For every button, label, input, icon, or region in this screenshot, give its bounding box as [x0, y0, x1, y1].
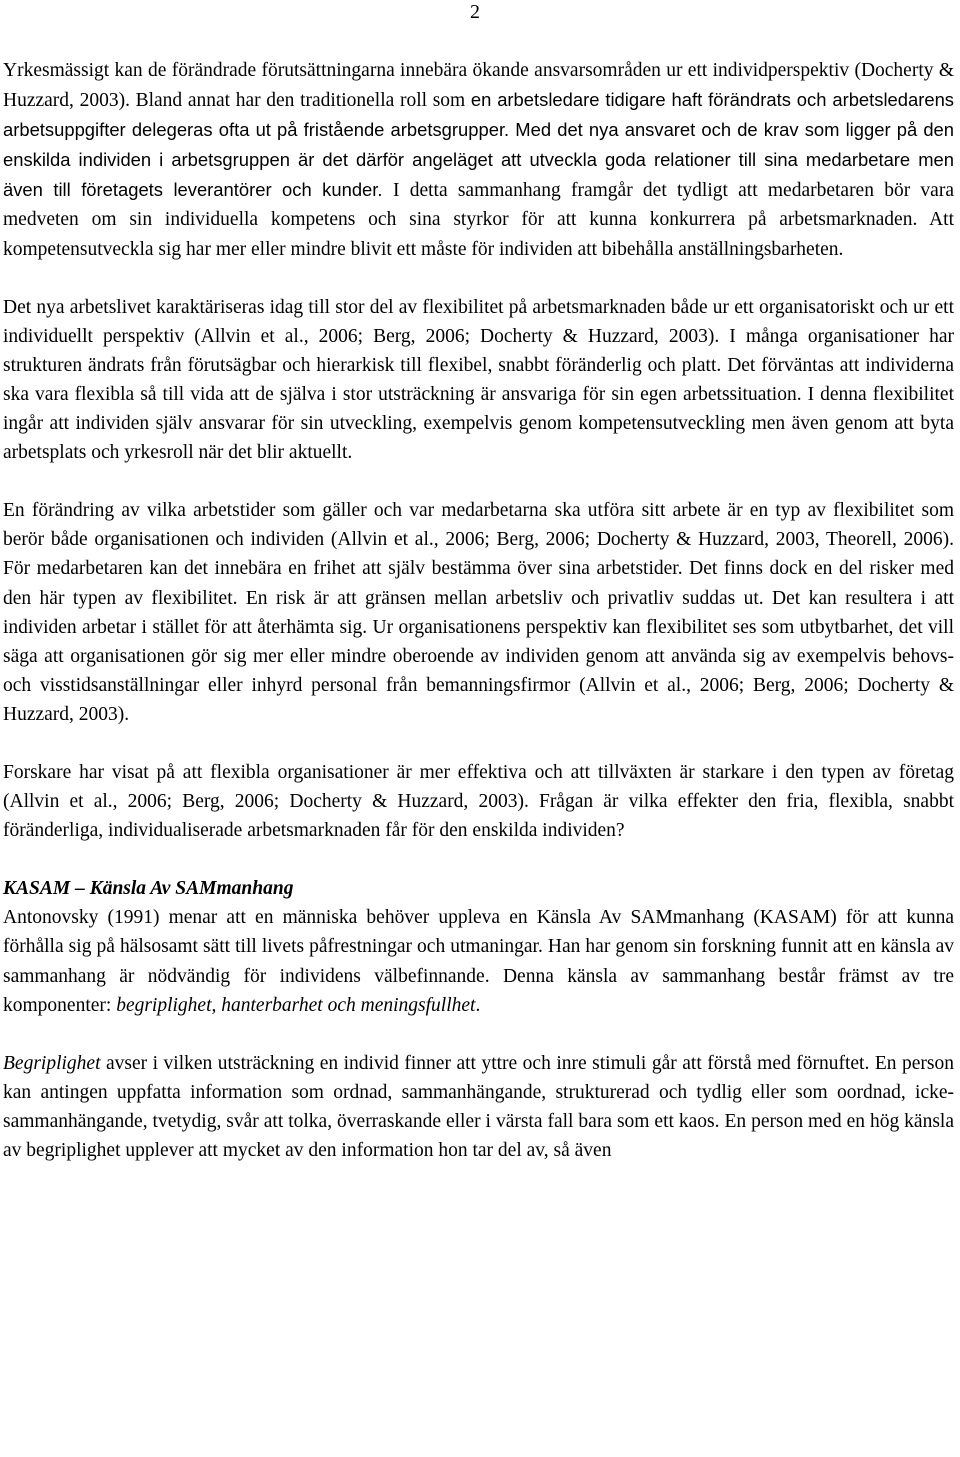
paragraph-gap [3, 729, 954, 758]
kasam-text-2: . [475, 994, 481, 1016]
begriplighet-term: Begriplighet [3, 1052, 101, 1074]
paragraph-2 [3, 293, 954, 468]
paragraph-4 [3, 758, 954, 845]
paragraph-1 [3, 56, 954, 264]
begriplighet-text: avser i vilken utsträckning en individ finner att yttre och inre stimuli går att förstå med förnuftet. En person kan antingen uppfatta information som ordnad, sammanhängande, strukturerad och tydlig eller som oordnad, icke-sammanhängande, tvetydig, svår att tolka, överraskande eller i värsta fall bara som ett kaos. En person med en hög känsla av begriplighet upplever att mycket av den information hon tar del av, så även [3, 1052, 954, 1161]
page-number: 2 [470, 1, 480, 23]
paragraph-2-text: Det nya arbetslivet karaktäriseras idag till stor del av flexibilitet på arbetsmarknaden både ur ett organisatoriskt och ur ett individuellt perspektiv (Allvin et al., 2006; Berg, 2006; Docherty & Huzzard, 2003). I många organisationer har strukturen ändrats från förutsägbar och hierarkisk till flexibel, snabbt föränderlig och platt. Det förväntas att individerna ska vara flexibla så till vida att de själva i stor utsträckning är ansvariga för sin egen arbetssituation. I denna flexibilitet ingår att individen själv ansvarar för sin utveckling, exempelvis genom kompetensutveckling men även genom att byta arbetsplats och yrkesroll när det blir aktuellt. [3, 296, 954, 464]
paragraph-4-text: Forskare har visat på att flexibla organisationer är mer effektiva och att tillväxten är starkare i den typen av företag (Allvin et al., 2006; Berg, 2006; Docherty & Huzzard, 2003). Frågan är vilka effekter den fria, flexibla, snabbt föränderliga, individualiserade arbetsmarknaden får för den enskilda individen? [3, 761, 954, 842]
kasam-components: begriplighet, hanterbarhet och meningsfullhet [116, 994, 476, 1016]
document-body [3, 56, 954, 1165]
paragraph-gap [3, 1020, 954, 1049]
paragraph-gap [3, 467, 954, 496]
paragraph-1-segment-2: en arbetsledare tidigare haft förändrats och arbetsledarens arbetsuppgifter delegeras ofta ut på fristående arbetsgrupper. Med det nya ansvaret och de krav som ligger på den enskilda individen i arbetsgruppen är det därför angeläget att utveckla goda relationer till sina medarbetare men även till företagets leverantörer och kunder. [3, 89, 954, 201]
paragraph-gap [3, 264, 954, 293]
paragraph-3 [3, 496, 954, 729]
section-heading-kasam: KASAM – Känsla Av SAMmanhang [3, 878, 294, 900]
paragraph-1-segment-3: I detta sammanhang framgår det tydligt att medarbetaren bör vara medveten om sin individuella kompetens och sina styrkor för att kunna konkurrera på arbetsmarknaden. Att kompetensutveckla sig har mer eller mindre blivit ett måste för individen att bibehålla anställningsbarheten. [3, 180, 954, 260]
paragraph-begriplighet [3, 1049, 954, 1165]
paragraph-3-text: En förändring av vilka arbetstider som gäller och var medarbetarna ska utföra sitt arbete är en typ av flexibilitet som berör både organisationen och individen (Allvin et al., 2006; Berg, 2006; Docherty & Huzzard, 2003, Theorell, 2006). För medarbetaren kan det innebära en frihet att själv bestämma över sina arbetstider. Det finns dock en del risker med den här typen av flexibilitet. En risk är att gränsen mellan arbetsliv och privatliv suddas ut. Det kan resultera i att individen arbetar i stället för att återhämta sig. Ur organisationens perspektiv kan flexibilitet ses som utbytbarhet, det vill säga att organisationen gör sig mer eller mindre oberoende av individen genom att använda sig av exempelvis behovs- och visstidsanställningar eller inhyrd personal från bemanningsfirmor (Allvin et al., 2006; Berg, 2006; Docherty & Huzzard, 2003). [3, 500, 954, 725]
paragraph-kasam [3, 903, 954, 1019]
paragraph-gap [3, 845, 954, 874]
kasam-text-1: Antonovsky (1991) menar att en människa behöver uppleva en Känsla Av SAMmanhang (KASAM) för att kunna förhålla sig på hälsosamt sätt till livets påfrestningar och utmaningar. Han har genom sin forskning funnit att en känsla av sammanhang är nödvändig för individens välbefinnande. Denna känsla av sammanhang består främst av tre komponenter: [3, 907, 954, 1016]
paragraph-1-segment-1: Yrkesmässigt kan de förändrade förutsättningarna innebära ökande ansvarsområden ur ett individperspektiv (Docherty & Huzzard, 2003). Bland annat har den traditionella roll som [3, 60, 954, 112]
